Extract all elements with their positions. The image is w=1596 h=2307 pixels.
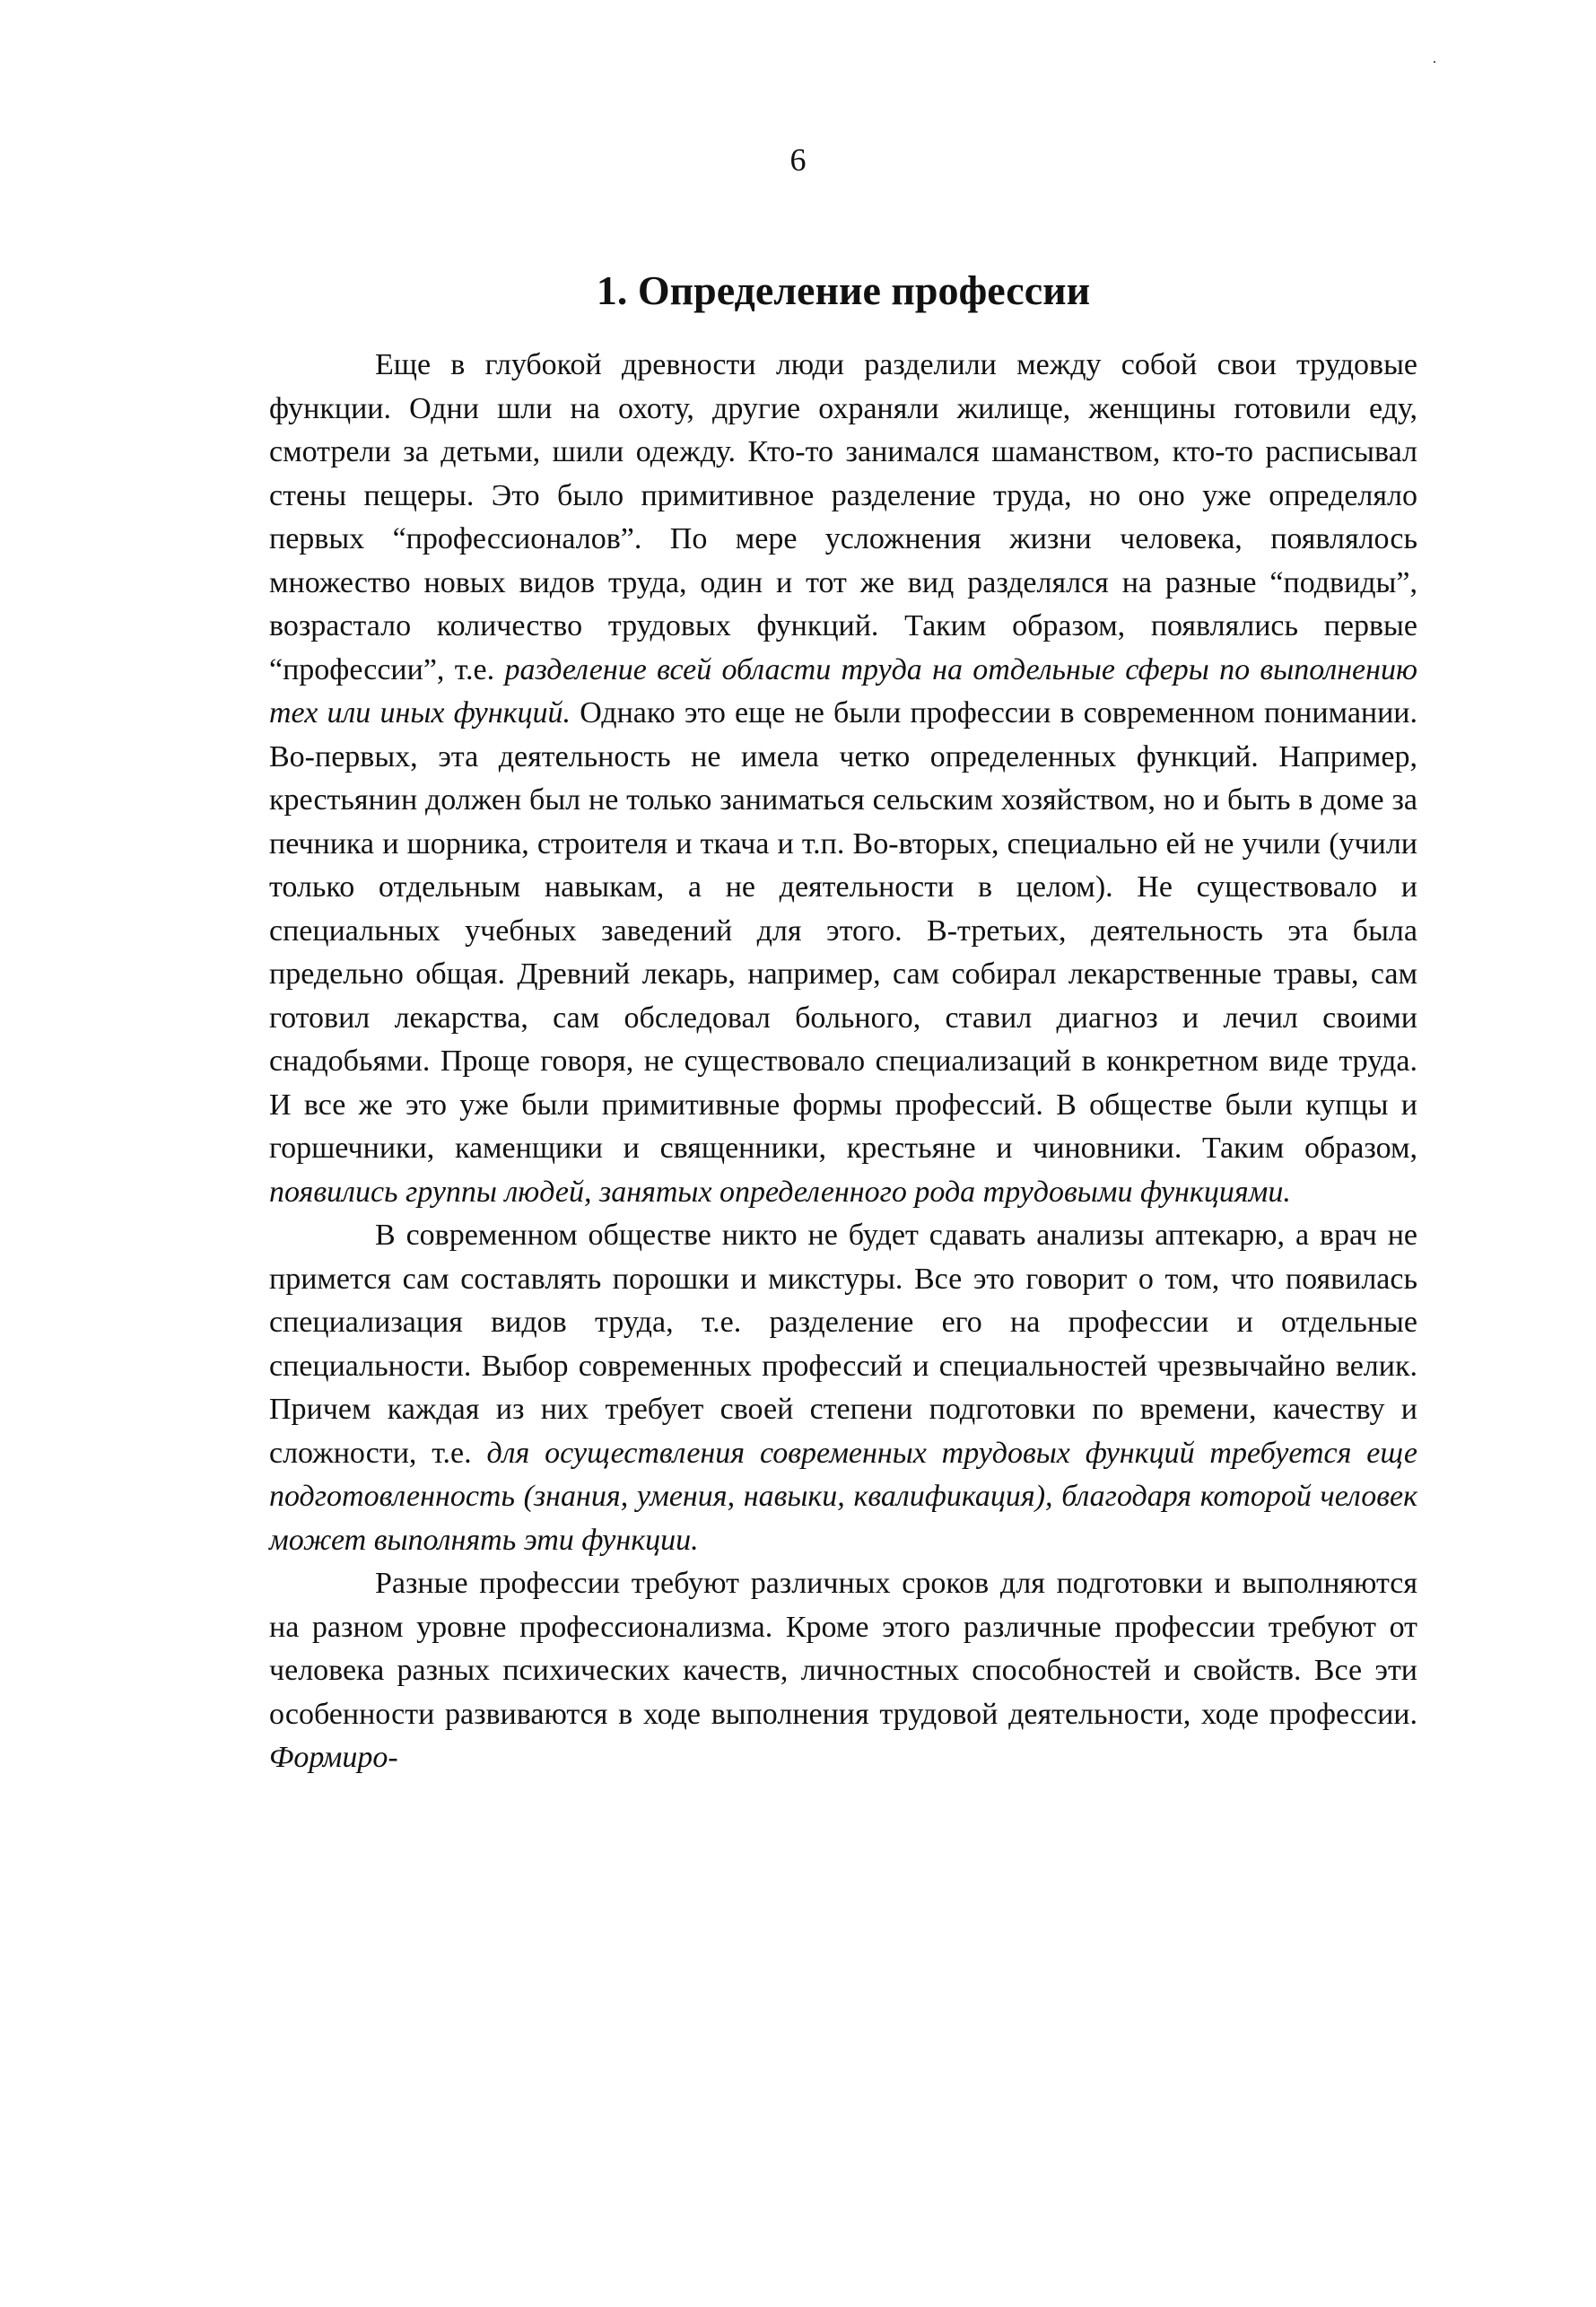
paragraph-1-italic-1: разделение всей области труда на отдельные сферы по выполнению тех или иных функций. (269, 652, 1417, 730)
paragraph-3-text-1: Разные профессии требуют различных сроков для подготовки и выполняются на разном уровне профессионализма. Кроме этого различные профессии требуют от человека разных психических качеств, личностных способностей и свойств. Все эти особенности развиваются в ходе выполнения трудовой деятельности, ходе профессии. (269, 1567, 1417, 1731)
scan-speck (1434, 61, 1435, 63)
paragraph-2-italic-1: для осуществления современных трудовых функций требуется еще подготовленность (знания, умения, навыки, квалификация), благодаря которой человек может выполнять эти функции. (269, 1436, 1417, 1557)
section-title: 1. Определение профессии (596, 267, 1091, 313)
paragraph-1-text-1: Еще в глубокой древности люди разделили между собой свои трудовые функции. Одни шли на охоту, другие охраняли жилище, женщины готовили еду, смотрели за детьми, шили одежду. Кто-то занимался шаманством, кто-то расписывал стены пещеры. Это было примитивное разделение труда, но оно уже определяло первых “профессионалов”. По мере усложнения жизни человека, появлялось множество новых видов труда, один и тот же вид разделялся на разные “подвиды”, возрастало количество трудовых функций. Таким образом, появлялись первые “профессии”, т.е. (269, 348, 1417, 686)
paragraph-3 (269, 1562, 1417, 1780)
paragraph-3-italic-1: Формиро- (269, 1741, 398, 1774)
paragraph-2 (269, 1214, 1417, 1562)
paragraph-1-italic-2: появились группы людей, занятых определенного рода трудовыми функциями. (269, 1175, 1291, 1209)
paragraph-1 (269, 344, 1417, 1214)
paragraph-1-text-2: Однако это еще не были профессии в современном понимании. Во-первых, эта деятельность не имела четко определенных функций. Например, крестьянин должен был не только заниматься сельским хозяйством, но и быть в доме за печника и шорника, строителя и ткача и т.п. Во-вторых, специально ей не учили (учили только отдельным навыкам, а не деятельности в целом). Не существовало и специальных учебных заведений для этого. В-третьих, деятельность эта была предельно общая. Древний лекарь, например, сам собирал лекарственные травы, сам готовил лекарства, сам обследовал больного, ставил диагноз и лечил своими снадобьями. Проще говоря, не существовало специализаций в конкретном виде труда. И все же это уже были примитивные формы профессий. В обществе были купцы и горшечники, каменщики и священники, крестьяне и чиновники. Таким образом, (269, 696, 1418, 1165)
page-number: 6 (789, 142, 807, 178)
body-text (269, 344, 1417, 1780)
paragraph-2-text-1: В современном обществе никто не будет сдавать анализы аптекарю, а врач не примется сам составлять порошки и микстуры. Все это говорит о том, что появилась специализация видов труда, т.е. разделение его на профессии и отдельные специальности. Выбор современных профессий и специальностей чрезвычайно велик. Причем каждая из них требует своей степени подготовки по времени, качеству и сложности, т.е. (269, 1219, 1417, 1470)
